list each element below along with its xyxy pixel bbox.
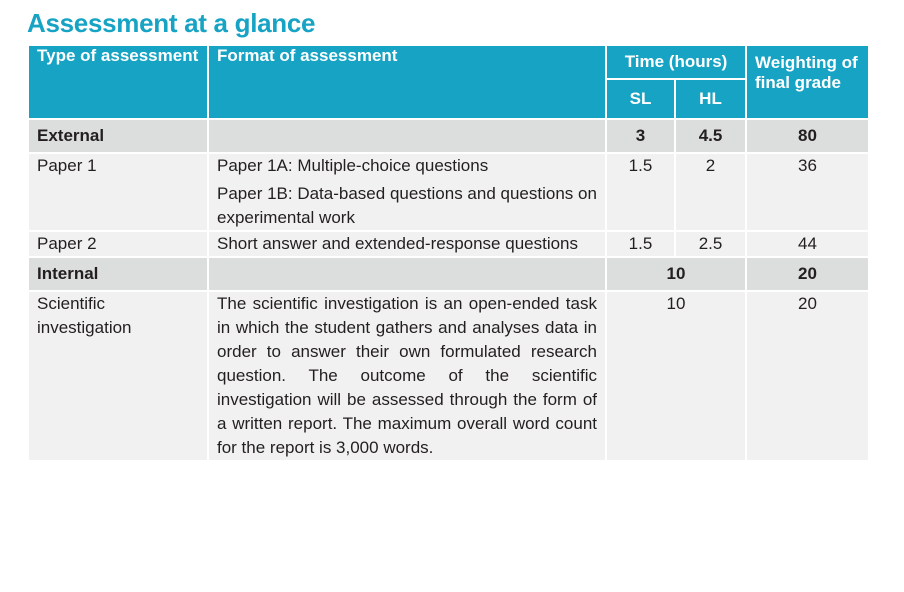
scientific-investigation-type: Scientific investigation	[28, 291, 208, 461]
paper-1a-format: Paper 1A: Multiple-choice questions	[217, 156, 489, 175]
paper-1-weighting: 36	[746, 153, 869, 231]
paper-2-hl-hours: 2.5	[675, 231, 746, 257]
external-weighting: 80	[746, 119, 869, 153]
section-label-external: External	[28, 119, 208, 153]
header-time-hours: Time (hours)	[606, 45, 746, 79]
external-hl-hours: 4.5	[675, 119, 746, 153]
paper-1-sl-hours: 1.5	[606, 153, 675, 231]
paper-2-type: Paper 2	[28, 231, 208, 257]
header-sl: SL	[606, 79, 675, 119]
paper-1-type: Paper 1	[28, 153, 208, 231]
section-label-internal: Internal	[28, 257, 208, 291]
table-row-paper-1	[28, 153, 869, 231]
section-row-internal	[28, 257, 869, 291]
paper-1b-format: Paper 1B: Data-based questions and questions on experimental work	[217, 184, 597, 227]
header-format-of-assessment: Format of assessment	[208, 45, 606, 119]
page-title: Assessment at a glance	[27, 8, 316, 38]
paper-2-format: Short answer and extended-response questions	[208, 231, 606, 257]
table-row-scientific-investigation	[28, 291, 869, 461]
scientific-investigation-hours: 10	[606, 291, 746, 461]
paper-2-weighting: 44	[746, 231, 869, 257]
section-format-empty	[208, 119, 606, 153]
header-type-of-assessment: Type of assessment	[28, 45, 208, 119]
internal-weighting: 20	[746, 257, 869, 291]
paper-1-format	[208, 153, 606, 231]
header-weighting: Weighting of final grade	[746, 45, 869, 119]
internal-hours: 10	[606, 257, 746, 291]
section-row-external	[28, 119, 869, 153]
header-hl: HL	[675, 79, 746, 119]
section-format-empty	[208, 257, 606, 291]
paper-2-sl-hours: 1.5	[606, 231, 675, 257]
external-sl-hours: 3	[606, 119, 675, 153]
assessment-table	[27, 44, 870, 462]
table-row-paper-2	[28, 231, 869, 257]
scientific-investigation-format: The scientific investigation is an open-ended task in which the student gathers and analyses data in order to answer their own formulated research question. The outcome of the scientific investigation will be assessed through the form of a written report. The maximum overall word count for the report is 3,000 words.	[208, 291, 606, 461]
paper-1-hl-hours: 2	[675, 153, 746, 231]
scientific-investigation-weighting: 20	[746, 291, 869, 461]
